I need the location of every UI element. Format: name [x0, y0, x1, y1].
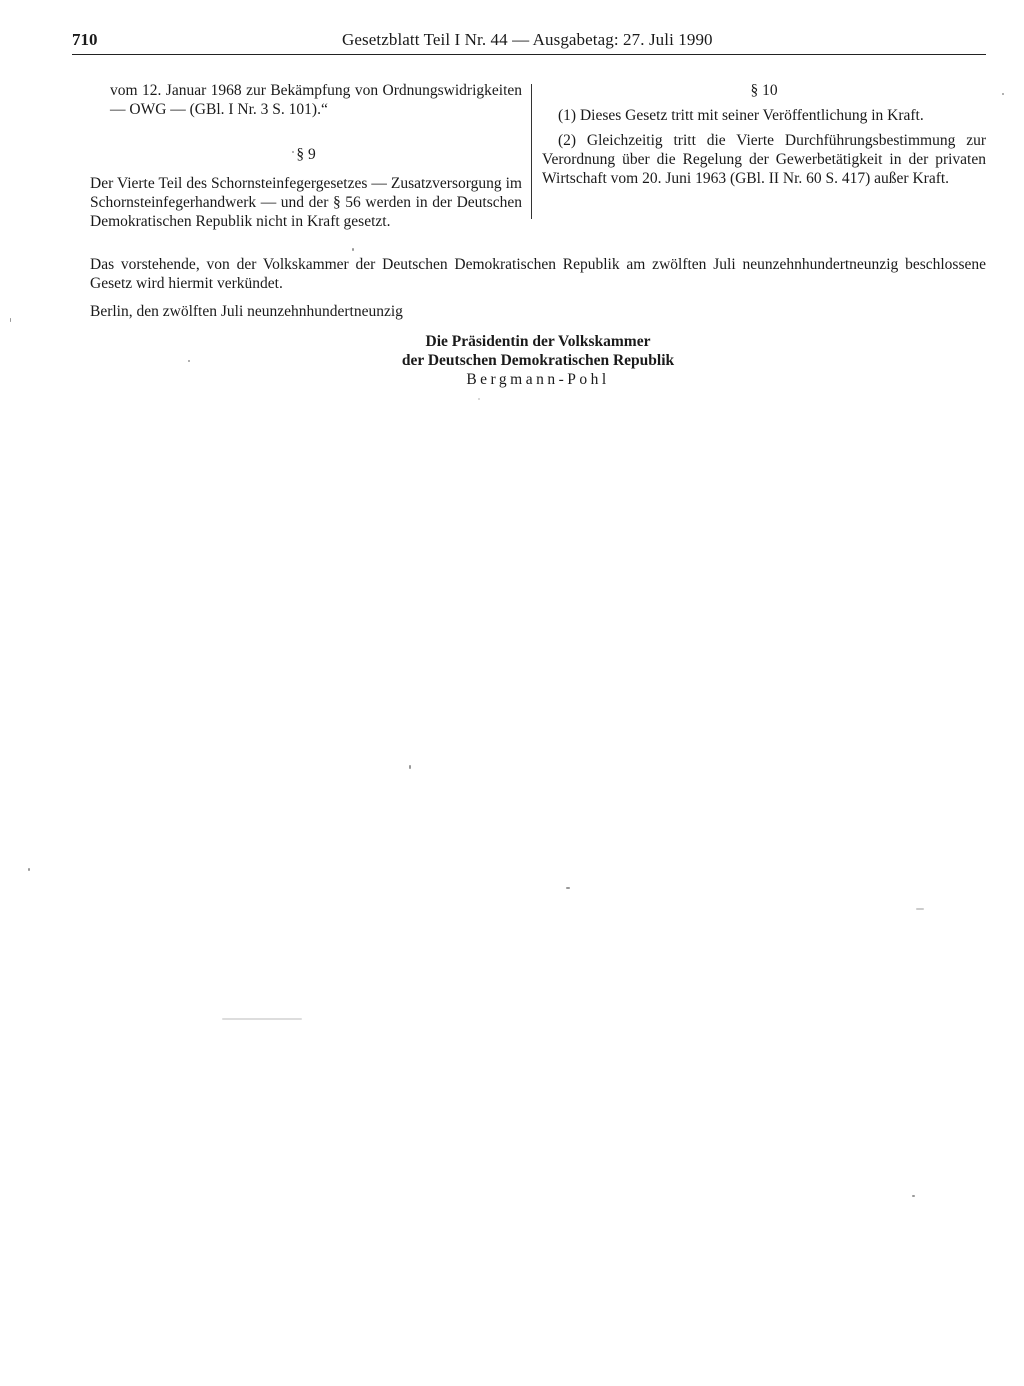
section-9-heading: § 9: [296, 146, 316, 163]
promulgation-text: Das vorstehende, von der Volkskammer der Deutschen Demokratischen Republik am zwölften Juli neunzehnhundertneunzig beschlossene Gesetz wird hiermit verkündet.: [90, 256, 986, 292]
column-divider: [531, 84, 532, 219]
scan-speck: [1002, 93, 1004, 95]
right-column: [542, 81, 986, 188]
scan-speck: [478, 398, 480, 400]
promulgation-block: [90, 255, 986, 321]
scan-speck: [352, 248, 354, 251]
running-head: Gesetzblatt Teil I Nr. 44 — Ausgabetag: 27. Juli 1990: [342, 30, 713, 49]
section-9-text: Der Vierte Teil des Schornsteinfegergesetzes — Zusatzversorgung im Schornsteinfegerhandwerk — und der § 56 werden in der Deutschen Demokratischen Republik nicht in Kraft gesetzt.: [90, 175, 522, 230]
scan-speck: [28, 868, 30, 871]
scan-speck: [409, 765, 411, 769]
header-rule: [72, 54, 986, 55]
signatory-title-line-1: Die Präsidentin der Volkskammer: [425, 333, 651, 350]
scan-speck: [916, 908, 924, 910]
signatory-name: Bergmann-Pohl: [466, 371, 610, 388]
continuation-paragraph: vom 12. Januar 1968 zur Bekämpfung von Ordnungswidrigkeiten — OWG — (GBl. I Nr. 3 S. 101).“: [110, 82, 522, 118]
scan-speck: [10, 318, 11, 322]
section-10-paragraph-1: (1) Dieses Gesetz tritt mit seiner Veröffentlichung in Kraft.: [558, 107, 924, 124]
place-date: Berlin, den zwölften Juli neunzehnhundertneunzig: [90, 303, 403, 320]
page-header: [72, 30, 986, 56]
section-10-heading: § 10: [750, 82, 778, 99]
signature-block: [90, 332, 986, 389]
left-column: [90, 81, 522, 231]
scan-speck: [912, 1195, 915, 1197]
section-10-paragraph-2: (2) Gleichzeitig tritt die Vierte Durchführungsbestimmung zur Verordnung über die Regelung der Gewerbetätigkeit in der privaten Wirtschaft vom 20. Juni 1963 (GBl. II Nr. 60 S. 417) außer Kraft.: [542, 132, 986, 187]
page-number: 710: [72, 30, 98, 49]
scan-speck: [222, 1018, 302, 1020]
scan-speck: [566, 887, 570, 889]
scan-speck: [292, 151, 294, 153]
scan-speck: [188, 360, 190, 362]
signatory-title-line-2: der Deutschen Demokratischen Republik: [401, 352, 675, 369]
